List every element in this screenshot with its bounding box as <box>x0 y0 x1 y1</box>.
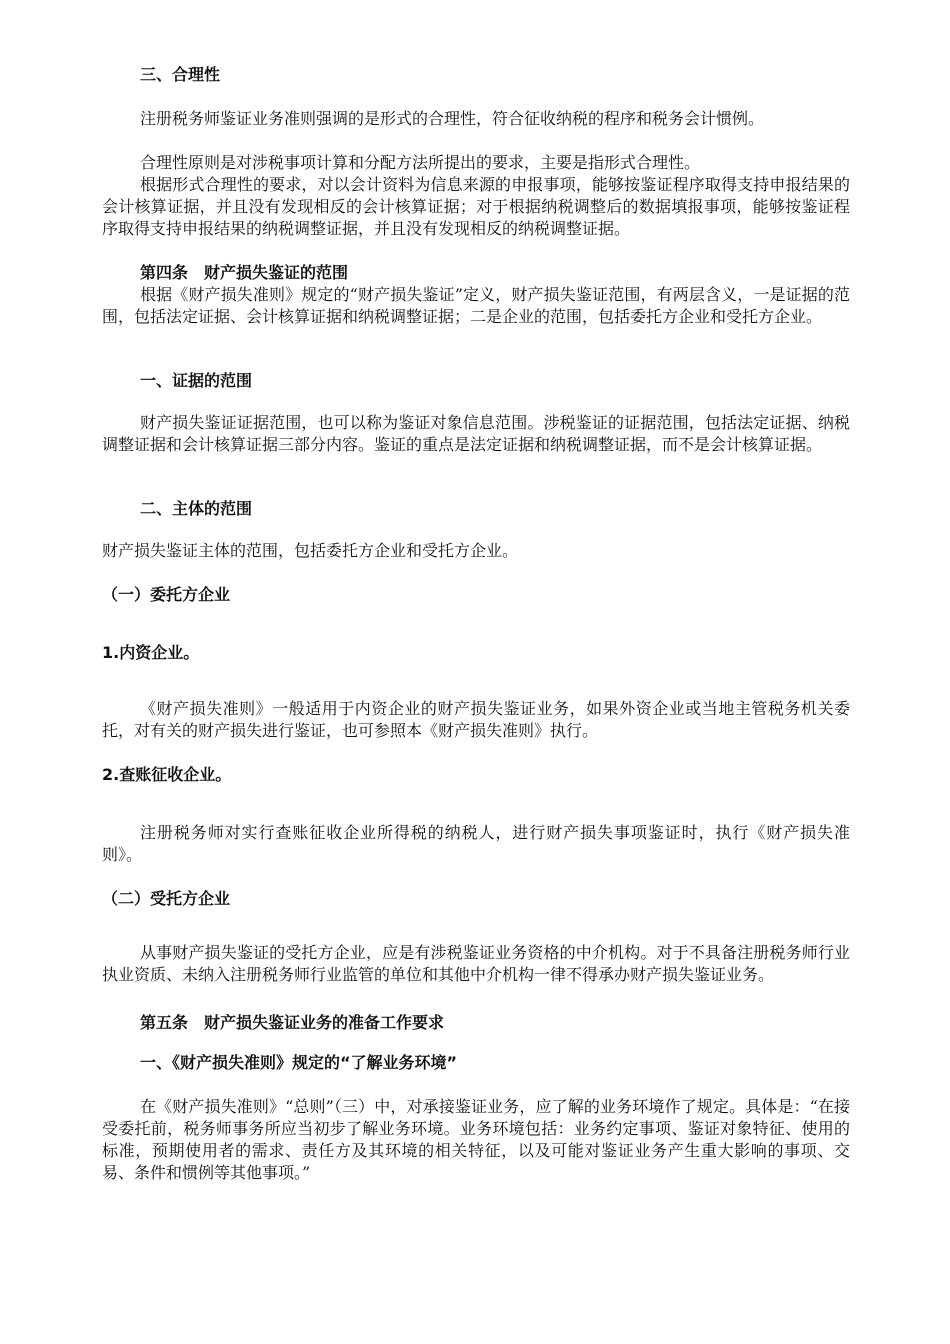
paragraph: 《财产损失准则》一般适用于内资企业的财产损失鉴证业务，如果外资企业或当地主管税务机关委托，对有关的财产损失进行鉴证，也可参照本《财产损失准则》执行。 <box>102 699 850 740</box>
paragraph: 合理性原则是对涉税事项计算和分配方法所提出的要求，主要是指形式合理性。 <box>140 153 701 172</box>
paragraph: 根据《财产损失准则》规定的“财产损失鉴证”定义，财产损失鉴证范围，有两层含义，一是证据的范围，包括法定证据、会计核算证据和纳税调整证据；二是企业的范围，包括委托方企业和受托方企业。 <box>102 285 850 326</box>
paragraph: 注册税务师鉴证业务准则强调的是形式的合理性，符合征收纳税的程序和税务会计惯例。 <box>140 109 765 128</box>
paragraph: 从事财产损失鉴证的受托方企业，应是有涉税鉴证业务资格的中介机构。对于不具备注册税务师行业执业资质、未纳入注册税务师行业监管的单位和其他中介机构一律不得承办财产损失鉴证业务。 <box>102 943 850 984</box>
article-heading-5: 第五条 财产损失鉴证业务的准备工作要求 <box>140 1013 445 1032</box>
subheading-trustee: （二）受托方企业 <box>102 889 231 908</box>
section-heading-environment: 一、《财产损失准则》规定的“了解业务环境” <box>140 1053 458 1072</box>
subheading-audit: 2.查账征收企业。 <box>102 765 232 784</box>
paragraph: 注册税务师对实行查账征收企业所得税的纳税人，进行财产损失事项鉴证时，执行《财产损失准则》。 <box>102 823 850 864</box>
paragraph: 在《财产损失准则》“总则”（三）中，对承接鉴证业务，应了解的业务环境作了规定。具体是：“在接受委托前，税务师事务所应当初步了解业务环境。业务环境包括：业务约定事项、鉴证对象特征、使用的标准，预期使用者的需求、责任方及其环境的相关特征，以及可能对鉴证业务产生重大影响的事项、交易、条件和惯例等其他事项。” <box>102 1097 850 1182</box>
subheading-domestic: 1.内资企业。 <box>102 643 200 662</box>
section-heading-evidence: 一、证据的范围 <box>140 371 253 390</box>
paragraph: 财产损失鉴证证据范围，也可以称为鉴证对象信息范围。涉税鉴证的证据范围，包括法定证据、纳税调整证据和会计核算证据三部分内容。鉴证的重点是法定证据和纳税调整证据，而不是会计核算证据。 <box>102 413 850 454</box>
section-heading-reasonableness: 三、合理性 <box>140 65 221 84</box>
section-heading-subject: 二、主体的范围 <box>140 499 253 518</box>
paragraph: 根据形式合理性的要求，对以会计资料为信息来源的申报事项，能够按鉴证程序取得支持申报结果的会计核算证据，并且没有发现相反的会计核算证据；对于根据纳税调整后的数据填报事项，能够按鉴证程序取得支持申报结果的纳税调整证据，并且没有发现相反的纳税调整证据。 <box>102 175 850 238</box>
subheading-client: （一）委托方企业 <box>102 585 231 604</box>
article-heading-4: 第四条 财产损失鉴证的范围 <box>140 263 349 282</box>
paragraph: 财产损失鉴证主体的范围，包括委托方企业和受托方企业。 <box>102 541 519 560</box>
